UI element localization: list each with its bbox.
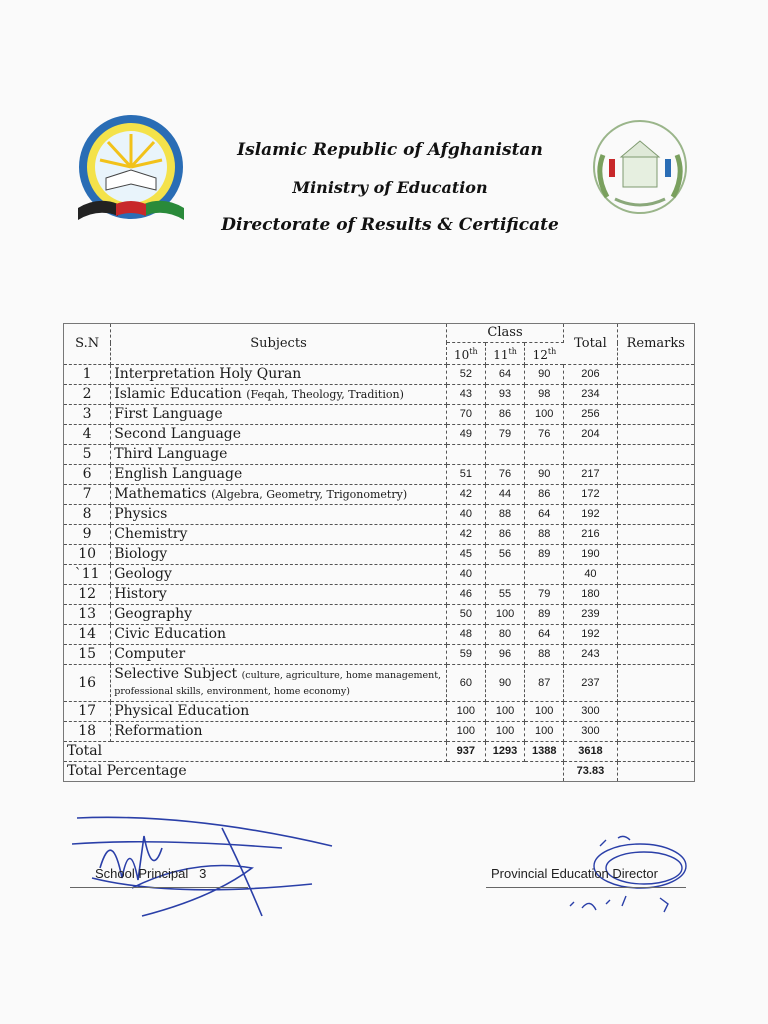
row-grade-10: 42	[446, 485, 485, 505]
row-grade-12: 90	[525, 365, 564, 385]
percentage-row	[64, 762, 695, 782]
row-remarks	[617, 405, 694, 425]
table-row	[64, 485, 695, 505]
row-remarks	[617, 385, 694, 405]
row-grade-10: 70	[446, 405, 485, 425]
row-grade-11: 76	[485, 465, 524, 485]
row-grade-10: 100	[446, 702, 485, 722]
subject-detail: (culture, agriculture, home management,	[241, 670, 442, 681]
row-grade-12: 90	[525, 465, 564, 485]
row-subject	[111, 385, 447, 405]
row-grade-10: 52	[446, 365, 485, 385]
row-grade-10: 45	[446, 545, 485, 565]
row-grade-12: 87	[525, 665, 564, 702]
table-row	[64, 525, 695, 545]
row-subject: Physics	[111, 505, 447, 525]
principal-signature-line	[70, 887, 248, 888]
row-remarks	[617, 605, 694, 625]
row-grade-10: 40	[446, 565, 485, 585]
header-sn: S.N	[64, 324, 111, 365]
row-sn: 14	[64, 625, 111, 645]
subject-detail: (Algebra, Geometry, Trigonometry)	[211, 488, 408, 501]
row-remarks	[617, 505, 694, 525]
row-remarks	[617, 465, 694, 485]
subject-name: Islamic Education	[114, 386, 242, 402]
row-grade-11: 100	[485, 702, 524, 722]
row-grade-12: 100	[525, 722, 564, 742]
ordinal-suffix: th	[547, 347, 557, 356]
total-grade-11: 1293	[485, 742, 524, 762]
row-total: 192	[564, 505, 617, 525]
row-grade-12: 86	[525, 485, 564, 505]
row-grade-10: 48	[446, 625, 485, 645]
row-grade-11: 80	[485, 625, 524, 645]
row-grade-10: 43	[446, 385, 485, 405]
row-subject: English Language	[111, 465, 447, 485]
subject-detail-2: professional skills, environment, home economy)	[114, 686, 350, 697]
row-grade-12: 88	[525, 645, 564, 665]
row-subject	[111, 665, 447, 702]
row-grade-12: 64	[525, 625, 564, 645]
row-grade-12: 89	[525, 605, 564, 625]
row-grade-10	[446, 445, 485, 465]
row-grade-11: 79	[485, 425, 524, 445]
row-remarks	[617, 625, 694, 645]
row-subject: Computer	[111, 645, 447, 665]
row-grade-10: 40	[446, 505, 485, 525]
row-grade-12: 64	[525, 505, 564, 525]
row-total: 40	[564, 565, 617, 585]
row-remarks	[617, 425, 694, 445]
row-remarks	[617, 545, 694, 565]
row-grade-12: 98	[525, 385, 564, 405]
row-sn: 8	[64, 505, 111, 525]
row-grade-12	[525, 565, 564, 585]
header-grade-11-label: 11	[493, 348, 509, 362]
percentage-label: Total Percentage	[64, 762, 564, 782]
total-all: 3618	[564, 742, 617, 762]
header-grade-12	[525, 343, 564, 365]
table-row	[64, 665, 695, 702]
total-grade-12: 1388	[525, 742, 564, 762]
header-remarks: Remarks	[617, 324, 694, 365]
header-grade-12-label: 12	[532, 348, 548, 362]
row-subject: Chemistry	[111, 525, 447, 545]
row-remarks	[617, 565, 694, 585]
row-total: 204	[564, 425, 617, 445]
row-remarks	[617, 722, 694, 742]
row-grade-11	[485, 445, 524, 465]
row-remarks	[617, 645, 694, 665]
row-subject: First Language	[111, 405, 447, 425]
row-sn: 1	[64, 365, 111, 385]
row-total: 239	[564, 605, 617, 625]
ordinal-suffix: th	[469, 347, 478, 356]
row-subject: Biology	[111, 545, 447, 565]
row-subject: Third Language	[111, 445, 447, 465]
row-grade-11: 88	[485, 505, 524, 525]
row-total: 300	[564, 722, 617, 742]
row-sn: 17	[64, 702, 111, 722]
percentage-value: 73.83	[564, 762, 617, 782]
row-subject	[111, 485, 447, 505]
row-grade-12: 100	[525, 405, 564, 425]
header-grade-10-label: 10	[454, 348, 470, 362]
table-row	[64, 625, 695, 645]
director-signature-line	[486, 887, 686, 888]
row-grade-10: 59	[446, 645, 485, 665]
table-row	[64, 445, 695, 465]
row-grade-11: 55	[485, 585, 524, 605]
row-total: 300	[564, 702, 617, 722]
row-total: 243	[564, 645, 617, 665]
table-row	[64, 425, 695, 445]
row-grade-12	[525, 445, 564, 465]
table-row	[64, 702, 695, 722]
subject-name: Mathematics	[114, 486, 207, 502]
row-sn: 18	[64, 722, 111, 742]
row-subject: Civic Education	[111, 625, 447, 645]
row-subject: Interpretation Holy Quran	[111, 365, 447, 385]
table-row	[64, 645, 695, 665]
row-grade-12: 79	[525, 585, 564, 605]
row-remarks	[617, 485, 694, 505]
row-remarks	[617, 365, 694, 385]
table-row	[64, 585, 695, 605]
row-grade-11: 100	[485, 722, 524, 742]
row-remarks	[617, 702, 694, 722]
national-emblem	[585, 115, 695, 220]
grades-table	[63, 323, 695, 782]
row-total: 256	[564, 405, 617, 425]
row-grade-11: 86	[485, 405, 524, 425]
total-grade-10: 937	[446, 742, 485, 762]
row-grade-11: 90	[485, 665, 524, 702]
table-header-row-1	[64, 324, 695, 343]
subject-name: Selective Subject	[114, 666, 238, 682]
ministry-logo	[68, 112, 194, 230]
row-sn: 4	[64, 425, 111, 445]
row-sn: 3	[64, 405, 111, 425]
table-row	[64, 505, 695, 525]
row-subject: Reformation	[111, 722, 447, 742]
row-subject: Second Language	[111, 425, 447, 445]
row-remarks	[617, 665, 694, 702]
row-grade-10: 50	[446, 605, 485, 625]
row-grade-11: 96	[485, 645, 524, 665]
row-grade-10: 51	[446, 465, 485, 485]
school-principal-label	[95, 866, 206, 881]
table-row	[64, 605, 695, 625]
header-line-2: Ministry of Education	[292, 178, 488, 197]
table-row	[64, 545, 695, 565]
row-grade-11: 93	[485, 385, 524, 405]
row-grade-12: 89	[525, 545, 564, 565]
row-grade-10: 42	[446, 525, 485, 545]
row-total: 206	[564, 365, 617, 385]
total-row	[64, 742, 695, 762]
row-subject: Physical Education	[111, 702, 447, 722]
row-subject: History	[111, 585, 447, 605]
row-grade-11: 64	[485, 365, 524, 385]
row-total: 192	[564, 625, 617, 645]
total-remarks	[617, 742, 694, 762]
row-sn: 6	[64, 465, 111, 485]
row-total: 217	[564, 465, 617, 485]
header-line-3: Directorate of Results & Certificate	[221, 215, 559, 235]
header-total: Total	[564, 324, 617, 365]
row-subject: Geography	[111, 605, 447, 625]
school-principal-mark: 3	[199, 866, 207, 881]
ordinal-suffix: th	[508, 347, 517, 356]
row-sn: 10	[64, 545, 111, 565]
row-grade-10: 49	[446, 425, 485, 445]
header-subjects: Subjects	[111, 324, 447, 365]
header-line-1: Islamic Republic of Afghanistan	[237, 140, 543, 160]
row-grade-11: 86	[485, 525, 524, 545]
row-grade-12: 100	[525, 702, 564, 722]
row-remarks	[617, 585, 694, 605]
table-row	[64, 405, 695, 425]
row-total: 172	[564, 485, 617, 505]
percentage-remarks	[617, 762, 694, 782]
header-grade-11	[485, 343, 524, 365]
row-sn: 16	[64, 665, 111, 702]
school-principal-text: School Principal	[95, 866, 189, 881]
row-sn: 15	[64, 645, 111, 665]
row-grade-10: 46	[446, 585, 485, 605]
row-sn: 9	[64, 525, 111, 545]
total-label: Total	[64, 742, 447, 762]
row-sn: 2	[64, 385, 111, 405]
table-row	[64, 465, 695, 485]
row-remarks	[617, 445, 694, 465]
provincial-director-label: Provincial Education Director	[491, 866, 658, 881]
row-grade-11: 44	[485, 485, 524, 505]
document-header	[200, 134, 580, 235]
row-sn: 5	[64, 445, 111, 465]
table-row	[64, 385, 695, 405]
header-class: Class	[446, 324, 564, 343]
row-total: 237	[564, 665, 617, 702]
table-row	[64, 365, 695, 385]
row-remarks	[617, 525, 694, 545]
row-total: 180	[564, 585, 617, 605]
row-total: 216	[564, 525, 617, 545]
row-grade-12: 88	[525, 525, 564, 545]
subject-detail: (Feqah, Theology, Tradition)	[246, 388, 404, 401]
row-total: 234	[564, 385, 617, 405]
row-grade-11: 56	[485, 545, 524, 565]
table-row	[64, 722, 695, 742]
row-grade-10: 60	[446, 665, 485, 702]
table-row	[64, 565, 695, 585]
row-total: 190	[564, 545, 617, 565]
row-grade-11: 100	[485, 605, 524, 625]
row-grade-11	[485, 565, 524, 585]
row-sn: 7	[64, 485, 111, 505]
row-sn: 13	[64, 605, 111, 625]
header-grade-10	[446, 343, 485, 365]
row-sn: `11	[64, 565, 111, 585]
row-grade-10: 100	[446, 722, 485, 742]
row-sn: 12	[64, 585, 111, 605]
row-grade-12: 76	[525, 425, 564, 445]
row-subject: Geology	[111, 565, 447, 585]
row-total	[564, 445, 617, 465]
